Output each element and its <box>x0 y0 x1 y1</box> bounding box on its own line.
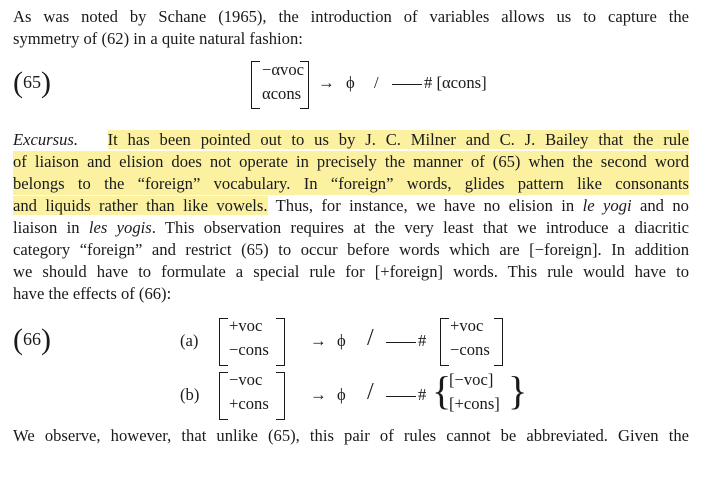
right-bracket <box>276 318 285 366</box>
environment-blank <box>386 396 416 397</box>
text-line: As was noted by Schane (1965), the introduction of variables allows us to capture the <box>13 7 689 26</box>
feature-top: [−voc] <box>449 370 494 389</box>
example-number-66: (66) <box>13 323 51 356</box>
slash: / <box>367 325 374 351</box>
rule-label-b: (b) <box>180 385 200 404</box>
left-bracket <box>440 318 449 366</box>
feature-bottom: αcons <box>262 84 302 103</box>
text-line: liaison in les yogis. This observation requires at the very least that we introduce a diacritic <box>13 218 689 237</box>
highlighted-text: It has been pointed out to us by J. C. Milner and C. J. Bailey that the rule <box>107 130 689 149</box>
rule-arrow: → <box>310 385 327 404</box>
example-number-65: (65) <box>13 66 51 99</box>
feature-top: +voc <box>229 316 263 335</box>
feature-bottom: −cons <box>450 340 490 359</box>
text-line <box>13 129 689 151</box>
feature-bottom: +cons <box>229 394 269 413</box>
right-bracket <box>300 61 309 109</box>
null-symbol: ϕ <box>346 73 355 92</box>
text-line: symmetry of (62) in a quite natural fashion: <box>13 29 303 48</box>
rule-arrow: → <box>318 73 335 92</box>
slash: / <box>374 73 379 92</box>
slash: / <box>367 379 374 405</box>
highlighted-text: and liquids rather than like vowels. <box>13 196 268 215</box>
text-line: We observe, however, that unlike (65), this pair of rules cannot be abbreviated. Given the <box>13 426 689 445</box>
text-line: and liquids rather than like vowels. Thus, for instance, we have no elision in le yogi and no <box>13 196 689 215</box>
right-bracket <box>494 318 503 366</box>
feature-bottom: [+cons] <box>449 394 500 413</box>
left-bracket <box>219 318 228 366</box>
left-bracket <box>251 61 260 109</box>
environment: # <box>384 331 426 351</box>
feature-top: −αvoc <box>262 60 305 79</box>
right-brace: } <box>508 368 528 413</box>
environment: # <box>384 385 426 405</box>
feature-bottom: −cons <box>229 340 269 359</box>
right-bracket <box>276 372 285 420</box>
rule-arrow: → <box>310 331 327 350</box>
environment-blank <box>386 342 416 343</box>
feature-top: +voc <box>450 316 484 335</box>
text-line: have the effects of (66): <box>13 284 172 303</box>
environment-blank <box>392 84 422 85</box>
excursus-label: Excursus. <box>13 130 78 149</box>
feature-top: −voc <box>229 370 263 389</box>
highlighted-text: belongs to the “foreign” vocabulary. In “foreign” words, glides pattern like consonants <box>13 174 689 193</box>
left-bracket <box>219 372 228 420</box>
rule-label-a: (a) <box>180 331 199 350</box>
environment: # [αcons] <box>390 73 487 93</box>
highlighted-text: of liaison and elision does not operate in precisely the manner of (65) when the second word <box>13 152 689 171</box>
left-brace: { <box>432 368 452 413</box>
text-line: category “foreign” and restrict (65) to occur before words which are [−foreign]. In addition <box>13 240 689 259</box>
null-symbol: ϕ <box>337 385 346 404</box>
text-line: we should have to formulate a special rule for [+foreign] words. This rule would have to <box>13 262 689 281</box>
null-symbol: ϕ <box>337 331 346 350</box>
